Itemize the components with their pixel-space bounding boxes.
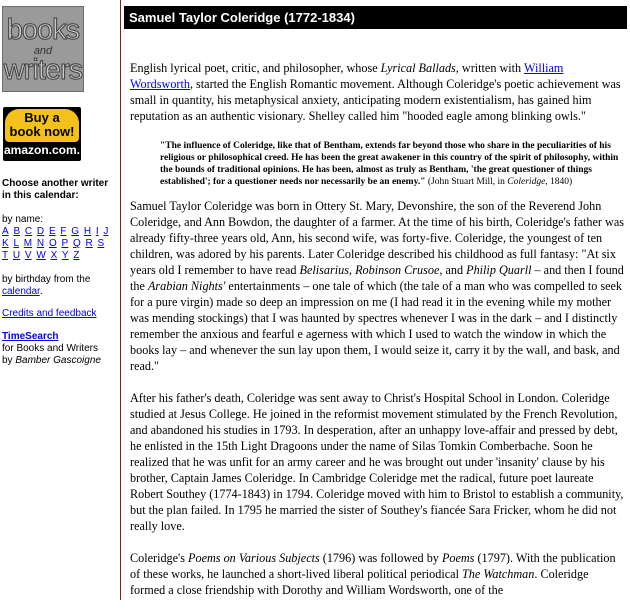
para4-title-poems: Poems (441, 551, 475, 565)
para2-text-2: , (348, 263, 356, 277)
timesearch-by: by (2, 355, 13, 366)
letter-link-u[interactable]: U (12, 250, 21, 261)
william-wordsworth-link[interactable]: William Wordsworth (130, 61, 564, 91)
letter-link-k[interactable]: K (2, 238, 9, 249)
logo-word-writers: writers (3, 54, 83, 86)
amazon-buy-line2: book now! (9, 124, 75, 139)
para4-text-3: (1797). With the publication of these works, he launched a short-lived liberal political periodical (130, 551, 616, 581)
logo-word-and: and (33, 45, 53, 57)
letter-link-w[interactable]: W (36, 250, 46, 261)
quote-source-post: , 1840) (545, 177, 573, 187)
timesearch-block (2, 331, 116, 367)
letter-link-f[interactable]: F (60, 226, 67, 237)
education-paragraph: After his father's death, Coleridge was sent away to Christ's Hospital School in London. Coleridge studied at Jesus College. He joined in the reformist movement stimulated by the French Revolution, and abandoned his studies in 1793. In desperation, after an unhappy love-affair and pressed by debt, he enlisted in the 15th Light Dragoons under the name of Silas Tomkin Comberbache. Soon he realized that he was unfit for an army career and he was brought out under 'insanity' clause by his brother, Captain James Coleridge. In Cambridge Coleridge met the radical, future poet laureate Robert Southey (1774-1843) in 1794. Coleridge moved with him to Bristol to establish a community, but the plan failed. In 1795 he married the sister of Southey's fiancée Sara Fricker, whom he did not really love. (130, 391, 624, 533)
poems-paragraph (130, 550, 624, 598)
letter-link-d[interactable]: D (36, 226, 45, 237)
credits-feedback-link[interactable]: Credits and feedback (2, 308, 97, 319)
letter-link-l[interactable]: L (13, 238, 20, 249)
calendar-link[interactable]: calendar (2, 286, 40, 297)
calendar-period: . (39, 286, 43, 297)
letter-link-e[interactable]: E (48, 226, 56, 237)
article-body (130, 60, 624, 614)
letter-link-a[interactable]: A (2, 226, 9, 237)
quote-text: "The influence of Coleridge, like that of Bentham, extends far beyond those who share in the peculiarities of his religious or philosophical creed. He has been the great awakener in this country of the spirit of philosophy, within the bounds of traditional opinions. He has been, almost as truly as Bentham, 'the great questioner of things established'; for a questioner needs nor necessarily be an enemy." (160, 141, 619, 187)
letter-link-m[interactable]: M (23, 238, 33, 249)
letter-link-v[interactable]: V (24, 250, 32, 261)
para2-text-4: – and then I found the (130, 263, 624, 293)
vertical-divider (120, 0, 121, 600)
letter-link-b[interactable]: B (13, 226, 21, 237)
letter-link-y[interactable]: Y (61, 250, 69, 261)
para2-title-belisarius: Belisarius (299, 263, 349, 277)
letter-link-q[interactable]: Q (72, 238, 81, 249)
amazon-buy-line1: Buy a (24, 110, 60, 125)
by-birthday-text (2, 274, 116, 298)
amazon-logo: amazon.com. (3, 143, 81, 157)
credits-block (2, 308, 97, 320)
para2-text-5: entertainments – one tale of which (the tale of a man who was compelled to seek for a pure virgin) made so deep an impression on me (I had read it in the evening while my mother was mending stockings) that I was haunted by spectres whenever I was in the dark – and I distinctly remember the anxious and fearful e agerness with which I used to watch the window in which the books lay – and whenever the sun lay upon them, I would seize it, carry it by the wall, and bask, and read." (130, 279, 623, 373)
mill-quote (160, 140, 624, 188)
para2-title-philip-quarll: Philip Quarll (466, 263, 532, 277)
intro-text-1: English lyrical poet, critic, and philosopher, whose (130, 61, 381, 75)
intro-text-2: , written with (455, 61, 524, 75)
letter-link-x[interactable]: X (50, 250, 58, 261)
letter-link-s[interactable]: S (97, 238, 105, 249)
by-birthday-label: by birthday from the (2, 274, 91, 285)
intro-title-lyrical-ballads: Lyrical Ballads (380, 61, 456, 75)
childhood-paragraph (130, 198, 624, 374)
para4-text-1: Coleridge's (130, 551, 189, 565)
para4-title-poems-various: Poems on Various Subjects (188, 551, 320, 565)
letter-link-i[interactable]: I (95, 226, 99, 237)
sidebar (0, 0, 118, 600)
choose-writer-heading: Choose another writer in this calendar: (2, 178, 109, 201)
letter-link-c[interactable]: C (24, 226, 33, 237)
para2-text-3: , and (439, 263, 467, 277)
para2-title-robinson-crusoe: Robinson Crusoe (355, 263, 440, 277)
para4-title-the-watchman: The Watchman (462, 567, 535, 581)
intro-text-3: , started the English Romantic movement. Although Coleridge's poetic achievement was small in quantity, his metaphysical anxiety, anticipating modern existentialism, has gained him reputation as an authentic visionary. Shelley called him "hooded eagle among blinking owls." (130, 77, 621, 123)
alphabet-index (2, 226, 116, 262)
page-title: Samuel Taylor Coleridge (1772-1834) (129, 10, 355, 25)
title-bar (124, 6, 627, 29)
para2-text-1: Samuel Taylor Coleridge was born in Ottery St. Mary, Devonshire, the son of the Reverend John Coleridge, and Ann Bowdon, the daughter of a farmer. At the time of his birth, Coleridge's father was already fifty-three years old, Ann, his second wife, was forty-five. Coleridge, the youngest of ten children, was adored by his parents. Later Coleridge described his childhood as full fantasy: "At six years old I remember to have read (130, 199, 624, 277)
para4-text-4: . Coleridge formed a close friendship with Dorothy and William Wordsworth, one of the (130, 567, 589, 597)
timesearch-subtitle: for Books and Writers (2, 343, 98, 354)
amazon-buy-button[interactable] (3, 107, 81, 161)
letter-link-t[interactable]: T (2, 250, 9, 261)
para4-text-2: (1796) was followed by (319, 551, 442, 565)
by-name-label: by name: (2, 214, 44, 225)
timesearch-link[interactable]: TimeSearch (2, 331, 59, 342)
letter-link-n[interactable]: N (36, 238, 45, 249)
books-and-writers-logo[interactable] (2, 6, 84, 92)
letter-link-p[interactable]: P (61, 238, 69, 249)
letter-link-r[interactable]: R (85, 238, 93, 249)
timesearch-author: Bamber Gascoigne (15, 355, 101, 366)
para2-title-arabian-nights: Arabian Nights' (147, 279, 226, 293)
quote-source-pre: (John Stuart Mill, in (425, 177, 508, 187)
logo-word-books: books (6, 14, 80, 46)
letter-link-z[interactable]: Z (73, 250, 80, 261)
letter-link-j[interactable]: J (103, 226, 109, 237)
amazon-badge (5, 109, 79, 142)
letter-link-o[interactable]: O (48, 238, 57, 249)
letter-link-g[interactable]: G (71, 226, 80, 237)
letter-link-h[interactable]: H (83, 226, 92, 237)
intro-paragraph (130, 60, 624, 124)
quote-source-title: Coleridge (507, 177, 546, 187)
